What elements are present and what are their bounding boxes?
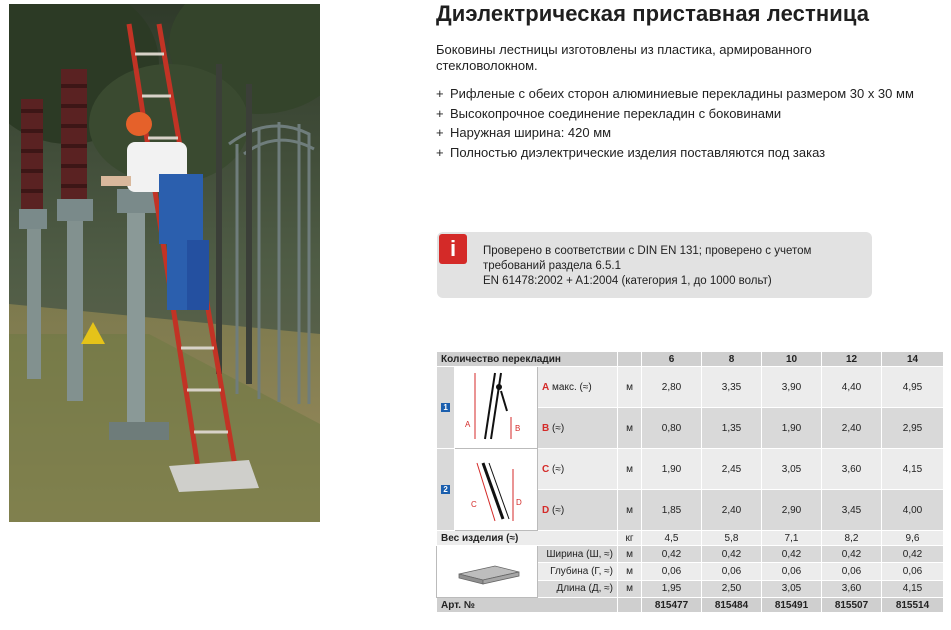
table-row-d: D (≈) м 1,85 2,40 2,90 3,45 4,00 (437, 490, 944, 531)
feature-item: + Полностью диэлектрические изделия поставляются под заказ (436, 144, 826, 160)
col-header: 10 (762, 352, 822, 367)
table-row-article: Арт. № 815477 815484 815491 815507 815514 (437, 598, 944, 613)
table-row-c: 2 C D C (≈) м 1,90 2,45 3,05 3,60 4,15 (437, 449, 944, 490)
plus-bullet: + (436, 86, 444, 101)
ladder-lean-diagram (455, 367, 538, 449)
feature-item: + Наружная ширина: 420 мм (436, 125, 612, 140)
info-icon: i (439, 234, 467, 264)
col-header: 14 (882, 352, 944, 367)
note-text: Проверено в соответствии с DIN EN 131; проверено с учетом требований раздела 6.5.1 EN 61478:2002 + A1:2004 (категория 1, до 1000 вольт) (483, 245, 812, 287)
table-row-depth: Глубина (Г, ≈) м 0,06 0,06 0,06 0,06 0,06 (437, 563, 944, 580)
intro-text: Боковины лестницы изготовлены из пластика, армированного стекловолокном. (436, 42, 812, 73)
feature-item: + Рифленые с обеих сторон алюминиевые перекладины размером 30 x 30 мм (436, 86, 914, 101)
diagram-label-d: D (516, 498, 522, 507)
diagram-label-c: C (471, 500, 477, 509)
col-header: 12 (822, 352, 882, 367)
package-diagram (437, 546, 538, 598)
page-title: Диэлектрическая приставная лестница (436, 1, 870, 26)
col-header: 8 (702, 352, 762, 367)
table-row-a: 1 A B A макс. (≈) м 2,80 3,35 3,90 4,40 4,95 (437, 367, 944, 408)
diagram-label-b: B (515, 424, 521, 433)
plus-bullet: + (436, 125, 444, 140)
table-header-row (437, 352, 944, 367)
certification-note (437, 232, 872, 298)
feature-item: + Высокопрочное соединение перекладин с боковинами (436, 105, 782, 121)
table-row-width: Ширина (Ш, ≈) м 0,42 0,42 0,42 0,42 0,42 (437, 546, 944, 563)
plus-bullet: + (436, 144, 444, 160)
spec-table (436, 351, 944, 613)
ladder-dimension-diagram (455, 449, 538, 531)
plus-bullet: + (436, 105, 444, 121)
group-badge-1: 1 (441, 403, 450, 412)
diagram-label-a: A (465, 420, 471, 429)
col-header: 6 (642, 352, 702, 367)
header-rungs-label: Количество перекладин (437, 352, 618, 367)
table-row-length: Длина (Д, ≈) м 1,95 2,50 3,05 3,60 4,15 (437, 580, 944, 597)
table-row-weight: Вес изделия (≈) кг 4,5 5,8 7,1 8,2 9,6 (437, 531, 944, 546)
feature-list (436, 86, 926, 164)
product-photo (9, 4, 320, 522)
group-badge-2: 2 (441, 485, 450, 494)
table-row-b: B (≈) м 0,80 1,35 1,90 2,40 2,95 (437, 408, 944, 449)
